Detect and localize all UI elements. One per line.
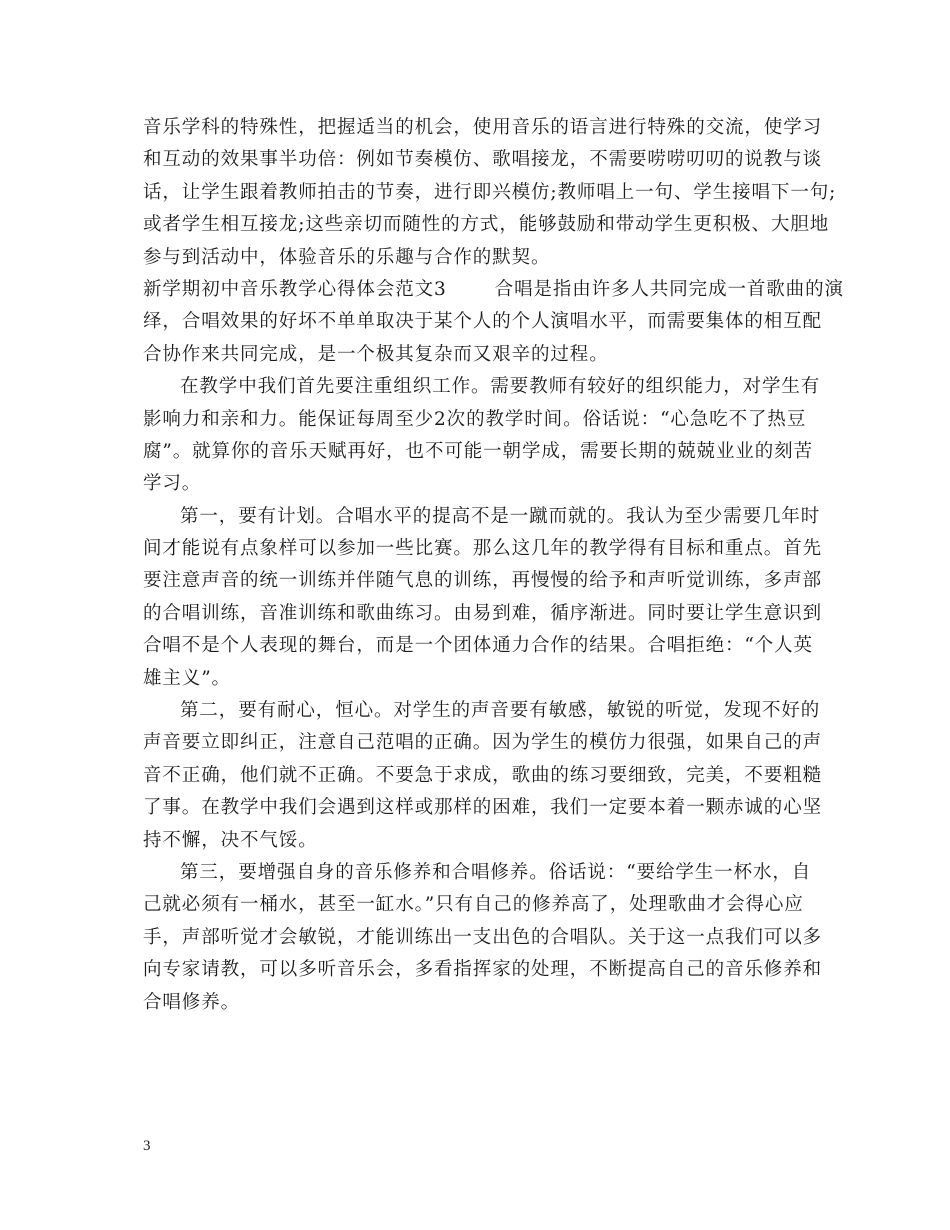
text-line: 绎，合唱效果的好坏不单单取决于某个人的个人演唱水平，而需要集体的相互配: [143, 311, 823, 333]
document-body: [143, 112, 844, 1019]
text-line: 第二，要有耐心，恒心。对学生的声音要有敏感，敏锐的听觉，发现不好的: [180, 700, 821, 722]
text-line: 合唱是指由许多人共同完成一首歌曲的演: [494, 278, 844, 300]
text-line: 第三，要增强自身的音乐修养和合唱修养。俗话说：“要给学生一杯水，自: [180, 861, 812, 883]
text-line: 合唱不是个人表现的舞台，而是一个团体通力合作的结果。合唱拒绝：“个人英: [143, 635, 813, 657]
text-line: 影响力和亲和力。能保证每周至少2次的教学时间。俗话说：“心急吃不了热豆: [143, 408, 807, 430]
text-line: 音乐学科的特殊性，把握适当的机会，使用音乐的语言进行特殊的交流，使学习: [143, 117, 823, 138]
text-line: 向专家请教，可以多听音乐会，多看指挥家的处理，不断提高自己的音乐修养和: [143, 959, 823, 981]
text-line: 声音要立即纠正，注意自己范唱的正确。因为学生的模仿力很强，如果自己的声: [143, 732, 823, 754]
text-line: 学习。: [143, 473, 202, 495]
text-line: 手，声部听觉才会敏锐，才能训练出一支出色的合唱队。关于这一点我们可以多: [143, 926, 823, 948]
section-heading-line: [143, 274, 844, 306]
text-line: 或者学生相互接龙;这些亲切而随性的方式，能够鼓励和带动学生更积极、大胆地: [143, 214, 830, 236]
page-number: 3: [143, 1138, 151, 1154]
text-line: 了事。在教学中我们会遇到这样或那样的困难，我们一定要本着一颗赤诚的心坚: [143, 797, 823, 819]
text-line: 合协作来共同完成，是一个极其复杂而又艰辛的过程。: [143, 343, 609, 365]
text-line: 在教学中我们首先要注重组织工作。需要教师有较好的组织能力，对学生有: [180, 376, 821, 398]
text-line: 雄主义”。: [143, 667, 231, 689]
text-line: 合唱修养。: [143, 991, 241, 1013]
text-line: 腐”。就算你的音乐天赋再好，也不可能一朝学成，需要长期的兢兢业业的刻苦: [143, 440, 813, 462]
text-line: 己就必须有一桶水，甚至一缸水。”只有自己的修养高了，处理歌曲才会得心应: [143, 894, 804, 916]
text-line: 音不正确，他们就不正确。不要急于求成，歌曲的练习要细致，完美，不要粗糙: [143, 764, 823, 786]
text-line: 第一，要有计划。合唱水平的提高不是一蹴而就的。我认为至少需要几年时: [180, 505, 821, 527]
text-line: 要注意声音的统一训练并伴随气息的训练，再慢慢的给予和声听觉训练，多声部: [143, 570, 823, 592]
text-line: 话，让学生跟着教师拍击的节奏，进行即兴模仿;教师唱上一句、学生接唱下一句;: [143, 181, 837, 203]
text-line: 参与到活动中，体验音乐的乐趣与合作的默契。: [143, 246, 551, 268]
text-line: 的合唱训练，音准训练和歌曲练习。由易到难，循序渐进。同时要让学生意识到: [143, 602, 823, 624]
text-line: 间才能说有点象样可以参加一些比赛。那么这几年的教学得有目标和重点。首先: [143, 538, 823, 560]
text-line: 持不懈，决不气馁。: [143, 829, 318, 851]
text-line: 和互动的效果事半功倍：例如节奏模仿、歌唱接龙，不需要唠唠叨叨的说教与谈: [143, 149, 823, 171]
section-heading: 新学期初中音乐教学心得体会范文3: [143, 278, 447, 300]
